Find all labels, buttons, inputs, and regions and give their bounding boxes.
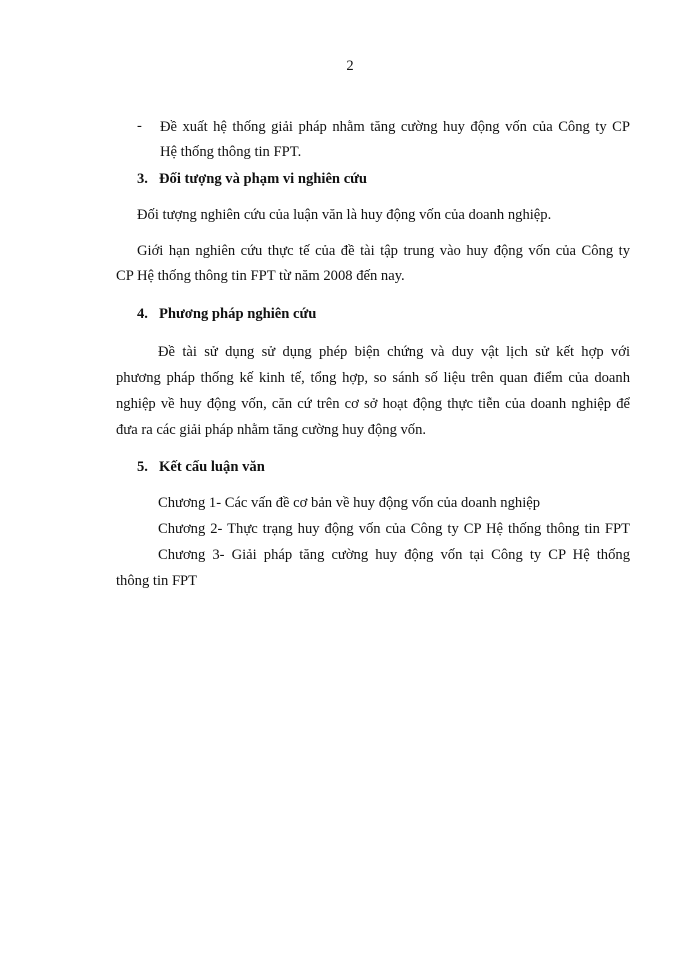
section-4-line-4: đưa ra các giải pháp nhằm tăng cường huy động vốn. [116, 422, 427, 438]
section-5-title: Kết cấu luận văn [159, 459, 265, 475]
section-3-title: Đối tượng và phạm vi nghiên cứu [159, 171, 368, 187]
section-3-number: 3. [137, 171, 148, 187]
page-number: 2 [346, 58, 354, 74]
section-3-paragraph-2-line-2: CP Hệ thống thông tin FPT từ năm 2008 đến nay. [116, 268, 405, 284]
section-4-line-2: phương pháp thống kế kinh tế, tổng hợp, so sánh số liệu trên quan điểm của doanh [116, 370, 630, 386]
section-3-paragraph-1: Đối tượng nghiên cứu của luận văn là huy động vốn của doanh nghiệp. [137, 207, 552, 223]
section-4-line-3: nghiệp về huy động vốn, căn cứ trên cơ sở hoạt động thực tiễn của doanh nghiệp để [116, 396, 630, 412]
section-3-heading [137, 170, 367, 188]
section-4-title: Phương pháp nghiên cứu [159, 306, 317, 322]
bullet-dash: - [137, 118, 142, 134]
section-5-number: 5. [137, 459, 148, 475]
chapter-3-line-2: thông tin FPT [116, 573, 198, 589]
section-5-heading [137, 458, 265, 476]
bullet-text-line-2: Hệ thống thông tin FPT. [160, 144, 302, 160]
bullet-text-line-1: Đề xuất hệ thống giải pháp nhằm tăng cường huy động vốn của Công ty CP [160, 119, 630, 135]
section-4-number: 4. [137, 306, 148, 322]
section-3-paragraph-2-line-1: Giới hạn nghiên cứu thực tế của đề tài tập trung vào huy động vốn của Công ty [137, 243, 630, 259]
section-4-line-1: Đề tài sử dụng sử dụng phép biện chứng và duy vật lịch sử kết hợp với [158, 344, 630, 360]
chapter-1-line: Chương 1- Các vấn đề cơ bản về huy động vốn của doanh nghiệp [158, 495, 541, 511]
section-4-heading [137, 305, 316, 323]
chapter-3-line-1: Chương 3- Giải pháp tăng cường huy động vốn tại Công ty CP Hệ thống [158, 547, 630, 563]
chapter-2-line: Chương 2- Thực trạng huy động vốn của Công ty CP Hệ thống thông tin FPT [158, 521, 630, 537]
